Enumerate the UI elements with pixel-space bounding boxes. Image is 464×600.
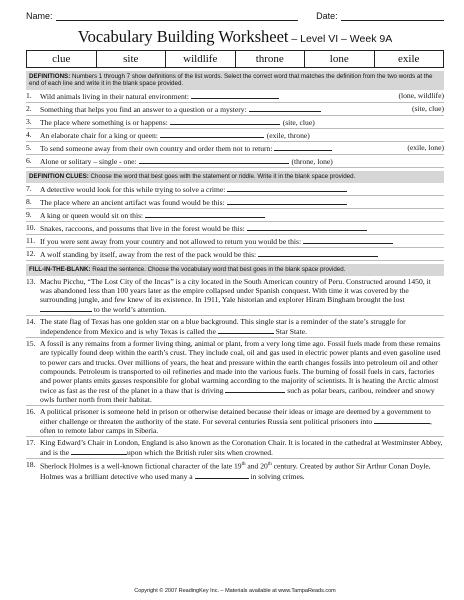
question-row	[26, 248, 444, 261]
title-main: Vocabulary Building Worksheet	[77, 27, 289, 46]
worksheet-page	[26, 8, 444, 594]
question-text: To send someone away from their own country and order them not to return:	[40, 144, 275, 154]
question-text-end: , often to remote labor camps in Siberia.	[40, 417, 432, 436]
answer-blank[interactable]	[160, 130, 264, 138]
answer-blank[interactable]	[274, 143, 332, 151]
word-choices: (exile, lone)	[407, 143, 444, 153]
question-text: Sherlock Holmes is a well-known fictional character of the late 19	[40, 461, 242, 471]
question-row	[26, 338, 444, 406]
question-text-cont: century. Created by author Sir Arthur Conan Doyle, Holmes was a brilliant detective who used many a	[40, 461, 431, 482]
question-number: 18.	[26, 460, 36, 470]
question-text: A fossil is any remains from a former living thing, animal or plant, from a very long time ago. Fossil fuels made from these remains are typically found deep within the earth’s crust. They include coal, oil and gas used in electric power plants and even gasoline used to power cars and trucks. Over millions of years, the heat and pressure within the earth changes fossils into petroleum oil and other compounds. Petroleum is transported to oil refineries and made into the various fuels. The burning of fossil fuels in cars, factories and power plants emits gasses responsible for global warming according to the majority of scientists. It is heating the Arctic almost twice as fast as the rest of the planet in a thaw that is driving	[40, 339, 441, 395]
word-choices: (exile, throne)	[266, 131, 310, 141]
question-number: 15.	[26, 339, 36, 349]
word-choices: (site, clue)	[282, 118, 315, 127]
question-row	[26, 209, 444, 222]
word-list	[26, 50, 444, 68]
name-label: Name:	[26, 11, 53, 21]
question-number: 10.	[26, 223, 36, 233]
question-number: 14.	[26, 317, 36, 327]
answer-blank[interactable]	[170, 117, 280, 125]
question-row	[26, 129, 444, 142]
section-label: DEFINITION CLUES:	[29, 173, 89, 181]
answer-blank[interactable]	[40, 304, 92, 312]
answer-blank[interactable]	[218, 326, 274, 334]
answer-blank[interactable]	[227, 197, 347, 205]
question-row	[26, 459, 444, 482]
question-text: Wild animals living in their natural environment:	[40, 91, 191, 101]
question-row	[26, 183, 444, 196]
question-number: 8.	[26, 196, 32, 206]
definitions-instructions	[26, 71, 444, 90]
answer-blank[interactable]	[374, 416, 430, 424]
question-number: 16.	[26, 406, 36, 416]
question-row	[26, 142, 444, 155]
question-row	[26, 196, 444, 209]
answer-blank[interactable]	[139, 156, 289, 164]
question-row	[26, 235, 444, 248]
question-text: The state flag of Texas has one golden star on a blue background. This single star is a reminder of the state’s struggle for independence from Mexico and is why Texas is called the	[40, 317, 406, 337]
superscript: th	[241, 462, 246, 468]
question-number: 2.	[26, 103, 32, 113]
question-text: A king or queen would sit on this:	[40, 210, 146, 220]
question-text: A political prisoner is someone held in prison or otherwise detained because their ideas or image are deemed by a government to either challenge or threaten the authority of the state. For several centuries Russia sent political prisoners into	[40, 406, 431, 427]
question-number: 7.	[26, 183, 32, 193]
section-text: Choose the word that best goes with the statement or riddle. Write it in the blank space provided.	[88, 173, 356, 181]
question-number: 13.	[26, 276, 36, 286]
question-row	[26, 406, 444, 437]
title-level: – Level VI – Week 9A	[288, 33, 393, 45]
question-number: 1.	[26, 90, 32, 100]
question-row	[26, 316, 444, 338]
word-item: throne	[235, 51, 305, 67]
date-label: Date:	[316, 11, 338, 21]
question-number: 12.	[26, 249, 36, 259]
question-number: 4.	[26, 130, 32, 140]
question-text-end: such as polar bears, caribou, reindeer and snowy owls further north from their habitat.	[40, 385, 435, 404]
word-item: site	[96, 51, 166, 67]
question-text: Machu Picchu, “The Lost City of the Incas” is a city located in the South American country of Peru. Constructed around 1450, it was abandoned less than 100 years later as the empire collapsed under Spanish conquest. With time it was covered by the surrounding jungle, and few knew of its existence. In 1911, Yale historian and explorer Hiram Bingham brought the lost	[40, 276, 431, 304]
answer-blank[interactable]	[258, 249, 378, 257]
question-text: Snakes, raccoons, and possums that live in the forest would be this:	[40, 224, 247, 234]
question-number: 3.	[26, 117, 32, 126]
question-number: 5.	[26, 143, 32, 153]
clues-instructions	[26, 171, 444, 182]
answer-blank[interactable]	[303, 236, 393, 244]
worksheet-title	[26, 27, 444, 47]
question-text-mid: and 20	[245, 461, 268, 471]
date-line	[341, 11, 444, 21]
section-label: DEFINITIONS:	[29, 73, 71, 80]
copyright-footer: Copyright © 2007 ReadingKey Inc. – Materials available at www.TampaReads.com	[134, 588, 336, 594]
word-choices: (site, clue)	[411, 103, 444, 113]
answer-blank[interactable]	[227, 184, 347, 192]
name-line	[56, 11, 299, 21]
question-text: The place where something is or happens:	[40, 118, 170, 127]
name-date-row	[26, 8, 444, 21]
question-row	[26, 103, 444, 116]
question-text-end: upon which the British ruler sits when crowned.	[127, 448, 273, 458]
question-text: Alone or solitary – single - one:	[40, 157, 139, 167]
question-number: 6.	[26, 156, 32, 166]
question-row	[26, 222, 444, 235]
answer-blank[interactable]	[191, 91, 279, 99]
question-row	[26, 90, 444, 103]
question-text: King Edward’s Chair in London, England is also known as the Coronation Chair. It is located in the cathedral at Westminster Abbey, and is the	[40, 438, 443, 458]
question-row	[26, 276, 444, 316]
question-text: A detective would look for this while trying to solve a crime:	[40, 184, 228, 194]
answer-blank[interactable]	[145, 210, 265, 218]
question-text: If you were sent away from your country and not allowed to return you would be this:	[40, 237, 303, 247]
word-item: clue	[52, 53, 71, 65]
answer-blank[interactable]	[71, 447, 127, 455]
word-item: lone	[304, 51, 374, 67]
question-number: 11.	[26, 236, 36, 246]
answer-blank[interactable]	[225, 385, 285, 393]
question-text: An elaborate chair for a king or queen:	[40, 131, 160, 141]
word-choices: (lone, wildlife)	[398, 90, 444, 100]
answer-blank[interactable]	[249, 104, 321, 112]
question-text-end: in solving crimes.	[248, 472, 305, 482]
word-item: wildlife	[165, 51, 235, 67]
section-text: Numbers 1 through 7 show definitions of the list words. Select the correct word that matches the definition from the two words at the end of each line and write it in the blank space provided.	[29, 73, 433, 88]
question-number: 17.	[26, 438, 36, 448]
question-row	[26, 116, 444, 129]
fill-in-instructions	[26, 264, 444, 275]
question-text-end: Star State.	[273, 327, 307, 337]
question-row	[26, 437, 444, 459]
question-number: 9.	[26, 209, 32, 219]
question-text: A wolf standing by itself, away from the rest of the pack would be this:	[40, 250, 259, 260]
word-choices: (throne, lone)	[291, 157, 333, 167]
question-text-end: to the world’s attention.	[92, 305, 167, 315]
question-text: Something that helps you find an answer to a question or a mystery:	[40, 104, 249, 114]
word-item: exile	[374, 51, 444, 67]
answer-blank[interactable]	[247, 223, 367, 231]
section-text: Read the sentence. Choose the vocabulary word that best goes in the blank space provided.	[90, 266, 346, 274]
superscript: th	[267, 462, 272, 468]
question-row	[26, 155, 444, 168]
answer-blank[interactable]	[195, 471, 249, 479]
question-text: The place where an ancient artifact was found would be this:	[40, 197, 227, 207]
section-label: FILL-IN-THE-BLANK:	[29, 266, 91, 274]
